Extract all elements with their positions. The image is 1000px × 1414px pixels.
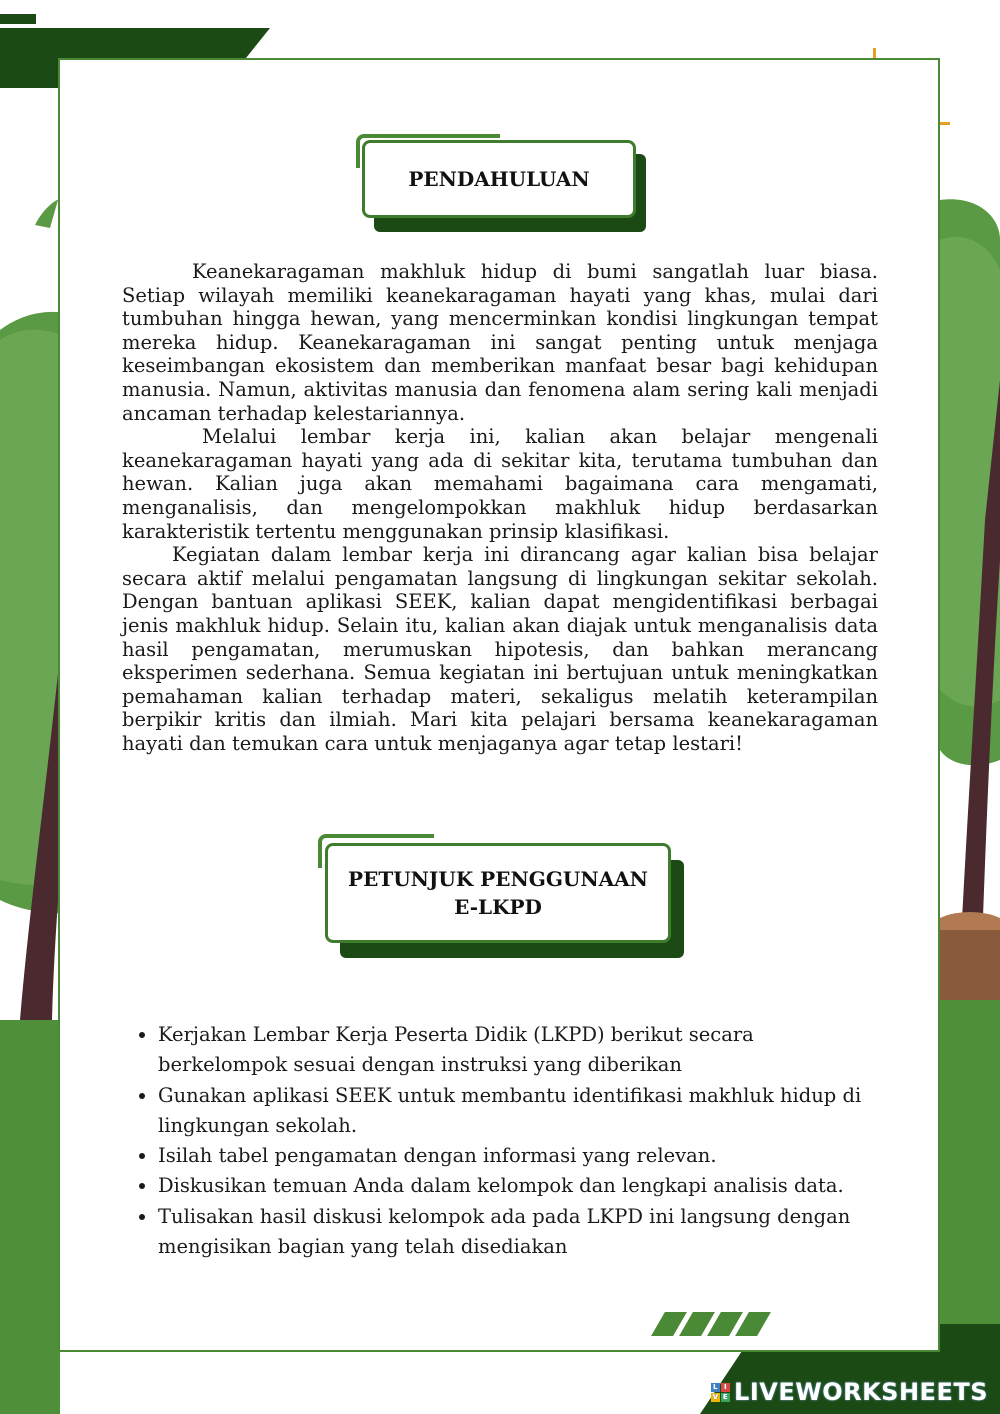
logo-letter: I: [721, 1383, 730, 1392]
intro-paragraph-3: Kegiatan dalam lembar kerja ini dirancang agar kalian bisa belajar secara aktif melalui pengamatan langsung di lingkungan sekitar sekolah. Dengan bantuan aplikasi SEEK, kalian dapat mengidentifikasi berbagai jenis makhluk hidup. Selain itu, kalian akan diajak untuk menganalisis data hasil pengamatan, merumuskan hipotesis, dan bahkan merancang eksperimen sederhana. Semua kegiatan ini bertujuan untuk meningkatkan pemahaman kalian terhadap materi, sekaligus melatih keterampilan berpikir kritis dan ilmiah. Mari kita pelajari bersama keanekaragaman hayati dan temukan cara untuk menjaganya agar tetap lestari!: [122, 543, 878, 755]
guide-heading-box: [325, 843, 671, 943]
bottom-stripe-decoration: [658, 1312, 764, 1336]
guide-heading-line1: PETUNJUK PENGGUNAAN: [348, 867, 648, 891]
list-item: • Diskusikan temuan Anda dalam kelompok dan lengkapi analisis data.: [158, 1171, 878, 1201]
watermark-logo-icon: [711, 1383, 730, 1402]
watermark-text: LIVEWORKSHEETS: [734, 1378, 988, 1406]
list-item: • Isilah tabel pengamatan dengan informasi yang relevan.: [158, 1141, 878, 1171]
intro-text: [122, 260, 878, 755]
guide-heading-line2: E-LKPD: [454, 895, 542, 919]
guide-list: [130, 1020, 878, 1262]
logo-letter: E: [722, 1392, 729, 1401]
intro-heading: PENDAHULUAN: [408, 167, 590, 191]
logo-letter: L: [711, 1383, 720, 1392]
list-item: • Kerjakan Lembar Kerja Peserta Didik (LKPD) berikut secara berkelompok sesuai dengan instruksi yang diberikan: [158, 1020, 878, 1081]
logo-letter: V: [712, 1392, 719, 1401]
list-item: • Tulisakan hasil diskusi kelompok ada pada LKPD ini langsung dengan mengisikan bagian yang telah disediakan: [158, 1202, 878, 1263]
intro-paragraph-2: Melalui lembar kerja ini, kalian akan belajar mengenali keanekaragaman hayati yang ada di sekitar kita, terutama tumbuhan dan hewan. Kalian juga akan memahami bagaimana cara mengamati, menganalisis, dan mengelompokkan makhluk hidup berdasarkan karakteristik tertentu menggunakan prinsip klasifikasi.: [122, 425, 878, 543]
intro-heading-box: [362, 140, 636, 218]
list-item: • Gunakan aplikasi SEEK untuk membantu identifikasi makhluk hidup di lingkungan sekolah.: [158, 1081, 878, 1142]
watermark: [711, 1378, 988, 1406]
intro-paragraph-1: Keanekaragaman makhluk hidup di bumi sangatlah luar biasa. Setiap wilayah memiliki keanekaragaman hayati yang khas, mulai dari tumbuhan hingga hewan, yang mencerminkan kondisi lingkungan tempat mereka hidup. Keanekaragaman ini sangat penting untuk menjaga keseimbangan ekosistem dan memberikan manfaat besar bagi kehidupan manusia. Namun, aktivitas manusia dan fenomena alam sering kali menjadi ancaman terhadap kelestariannya.: [122, 260, 878, 425]
